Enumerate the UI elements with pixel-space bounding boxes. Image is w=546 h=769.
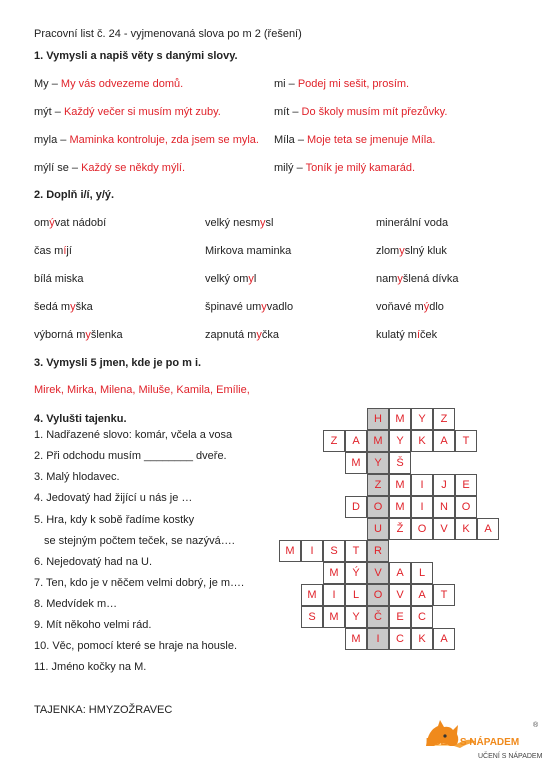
crossword-clue: 3. Malý hlodavec. — [34, 471, 120, 483]
crossword-key-cell: Z — [367, 474, 389, 496]
crossword-clue: 5. Hra, kdy k sobě řadíme kostky — [34, 514, 195, 526]
crossword-cell: A — [389, 562, 411, 584]
word-part: slný kluk — [404, 245, 447, 257]
crossword-clue: 1. Nadřazené slovo: komár, včela a vosa — [34, 429, 233, 441]
sentence-line — [34, 134, 259, 146]
filled-letter: y — [85, 329, 91, 341]
fill-word — [205, 273, 256, 285]
fill-word — [376, 273, 459, 285]
word-part: kulatý m — [376, 329, 417, 341]
crossword-cell: V — [389, 584, 411, 606]
crossword-clue: 7. Ten, kdo je v něčem velmi dobrý, je m…. — [34, 577, 245, 589]
word-part: sl — [265, 217, 274, 229]
fill-word — [34, 273, 84, 285]
crossword-cell: A — [433, 628, 455, 650]
crossword-clue: 10. Věc, pomocí které se hraje na housle. — [34, 640, 238, 652]
logo-text-main: UČENÍ S NÁPADEM — [426, 737, 520, 748]
sentence-line — [274, 162, 415, 174]
crossword-cell: S — [323, 540, 345, 562]
answer-sentence: Moje teta se jmenuje Míla. — [307, 134, 436, 146]
word-part: čka — [261, 329, 279, 341]
filled-letter: ý — [49, 217, 55, 229]
crossword-cell: M — [345, 452, 367, 474]
sentence-line — [34, 162, 185, 174]
crossword-cell: I — [411, 496, 433, 518]
fill-word — [376, 301, 444, 313]
word-part: om — [34, 217, 50, 229]
section2-heading: 2. Doplň i/í, y/ý. — [34, 189, 115, 201]
filled-letter: í — [63, 245, 67, 257]
filled-letter: y — [261, 301, 267, 313]
answer-sentence: Podej mi sešit, prosím. — [297, 78, 410, 90]
word-part: šlenka — [90, 329, 123, 341]
crossword-cell: Y — [345, 606, 367, 628]
sentence-line — [34, 78, 183, 90]
section4-heading: 4. Vylušti tajenku. — [34, 413, 127, 425]
crossword-key-cell: Y — [367, 452, 389, 474]
crossword-cell: Y — [411, 408, 433, 430]
filled-letter: y — [70, 301, 76, 313]
word-part: ška — [75, 301, 93, 313]
crossword-cell: E — [389, 606, 411, 628]
answer-sentence: My vás odvezeme domů. — [60, 78, 184, 90]
crossword-cell: M — [389, 474, 411, 496]
crossword-cell: D — [345, 496, 367, 518]
crossword-cell: E — [455, 474, 477, 496]
word-part: vat nádobí — [54, 217, 107, 229]
filled-letter: y — [248, 273, 254, 285]
crossword-cell: A — [345, 430, 367, 452]
crossword-clue: 4. Jedovatý had žijící u nás je … — [34, 492, 193, 504]
word-part: bílá miska — [34, 273, 84, 285]
filled-letter: y — [256, 329, 262, 341]
word-part: voňavé m — [376, 301, 424, 313]
sentence-line — [274, 106, 447, 118]
crossword-cell: M — [389, 496, 411, 518]
crossword-key-cell: I — [367, 628, 389, 650]
word-part: ček — [420, 329, 438, 341]
given-word: mít – — [274, 106, 302, 118]
fill-word — [376, 245, 447, 257]
crossword-key-cell: O — [367, 584, 389, 606]
crossword-cell: L — [411, 562, 433, 584]
filled-letter: y — [260, 217, 266, 229]
fill-word — [34, 329, 123, 341]
word-part: špinavé um — [205, 301, 262, 313]
word-part: zapnutá m — [205, 329, 257, 341]
filled-letter: ý — [423, 301, 430, 313]
word-part: šedá m — [34, 301, 71, 313]
word-part: zlom — [376, 245, 400, 257]
crossword-cell: A — [477, 518, 499, 540]
filled-letter: í — [416, 329, 421, 341]
crossword-cell: C — [389, 628, 411, 650]
crossword-cell: K — [411, 628, 433, 650]
fill-word — [205, 217, 273, 229]
sentence-line — [274, 78, 409, 90]
crossword-key-cell: R — [367, 540, 389, 562]
filled-letter: y — [399, 245, 405, 257]
crossword-key-cell: Č — [367, 606, 389, 628]
crossword-clue: 11. Jméno kočky na M. — [34, 661, 147, 673]
word-part: dlo — [429, 301, 444, 313]
crossword-cell: T — [345, 540, 367, 562]
word-part: vadlo — [266, 301, 294, 313]
fill-word — [34, 245, 72, 257]
crossword-key-cell: V — [367, 562, 389, 584]
crossword-cell: O — [455, 496, 477, 518]
given-word: milý – — [274, 162, 306, 174]
sentence-line — [274, 134, 435, 146]
fill-word — [205, 245, 291, 257]
section1-heading: 1. Vymysli a napiš věty s danými slovy. — [34, 50, 238, 62]
given-word: mi – — [274, 78, 298, 90]
crossword-cell: A — [411, 584, 433, 606]
fill-word — [34, 301, 93, 313]
crossword-cell: T — [433, 584, 455, 606]
given-word: My – — [34, 78, 61, 90]
word-part: nam — [376, 273, 398, 285]
crossword-cell: I — [301, 540, 323, 562]
crossword-cell: M — [323, 562, 345, 584]
filled-letter: y — [397, 273, 403, 285]
fill-word — [376, 217, 448, 229]
logo-registered-mark: ® — [533, 722, 539, 729]
logo-text-sub: UČENÍ S NÁPADEM — [478, 753, 543, 760]
crossword-cell: Š — [389, 452, 411, 474]
given-word: myla – — [34, 134, 70, 146]
crossword-cell: S — [301, 606, 323, 628]
fill-word — [205, 329, 279, 341]
word-part: čas m — [34, 245, 64, 257]
section3-answer: Mirek, Mirka, Milena, Miluše, Kamila, Emílie, — [34, 384, 250, 396]
crossword-cell: J — [433, 474, 455, 496]
crossword-clue: 6. Nejedovatý had na U. — [34, 556, 153, 568]
crossword-cell: M — [279, 540, 301, 562]
crossword-cell: M — [301, 584, 323, 606]
crossword-cell: Z — [323, 430, 345, 452]
fill-word — [34, 217, 106, 229]
sentence-line — [34, 106, 221, 118]
word-part: jí — [66, 245, 72, 257]
crossword-key-cell: H — [367, 408, 389, 430]
crossword-clue: se stejným počtem teček, se nazývá…. — [44, 535, 235, 547]
crossword-cell: Y — [389, 430, 411, 452]
answer-sentence: Do školy musím mít přezůvky. — [301, 106, 448, 118]
crossword-cell: M — [345, 628, 367, 650]
crossword-cell: T — [455, 430, 477, 452]
crossword-cell: Ý — [345, 562, 367, 584]
crossword-key-cell: U — [367, 518, 389, 540]
crossword-key-cell: M — [367, 430, 389, 452]
section3-heading: 3. Vymysli 5 jmen, kde je po m i. — [34, 357, 202, 369]
brand-logo — [420, 716, 543, 766]
tajenka-solution: TAJENKA: HMYZOŽRAVEC — [34, 704, 173, 716]
given-word: mýlí se – — [34, 162, 82, 174]
crossword-cell: Ž — [389, 518, 411, 540]
crossword-cell: O — [411, 518, 433, 540]
page-title: Pracovní list č. 24 - vyjmenovaná slova po m 2 (řešení) — [34, 28, 302, 40]
crossword-cell: K — [455, 518, 477, 540]
crossword-clue: 2. Při odchodu musím ________ dveře. — [34, 450, 227, 462]
crossword-cell: L — [345, 584, 367, 606]
crossword-cell: C — [411, 606, 433, 628]
word-part: Mirkova maminka — [205, 245, 292, 257]
word-part: šlená dívka — [402, 273, 459, 285]
crossword-cell: I — [411, 474, 433, 496]
crossword-cell: M — [323, 606, 345, 628]
word-part: velký nesm — [205, 217, 261, 229]
crossword-cell: M — [389, 408, 411, 430]
crossword-cell: A — [433, 430, 455, 452]
word-part: l — [253, 273, 257, 285]
answer-sentence: Každý večer si musím mýt zuby. — [63, 106, 221, 118]
given-word: Míla – — [274, 134, 308, 146]
crossword-cell: Z — [433, 408, 455, 430]
crossword-key-cell: O — [367, 496, 389, 518]
crossword-cell: N — [433, 496, 455, 518]
answer-sentence: Toník je milý kamarád. — [305, 162, 416, 174]
answer-sentence: Maminka kontroluje, zda jsem se myla. — [69, 134, 259, 146]
given-word: mýt – — [34, 106, 64, 118]
crossword-clue: 9. Mít někoho velmi rád. — [34, 619, 152, 631]
fill-word — [205, 301, 293, 313]
word-part: minerální voda — [376, 217, 449, 229]
fill-word — [376, 329, 437, 341]
word-part: velký om — [205, 273, 249, 285]
word-part: výborná m — [34, 329, 86, 341]
answer-sentence: Každý se někdy mýlí. — [81, 162, 186, 174]
crossword-clue: 8. Medvídek m… — [34, 598, 118, 610]
crossword-cell: I — [323, 584, 345, 606]
crossword-cell: K — [411, 430, 433, 452]
crossword-cell: V — [433, 518, 455, 540]
